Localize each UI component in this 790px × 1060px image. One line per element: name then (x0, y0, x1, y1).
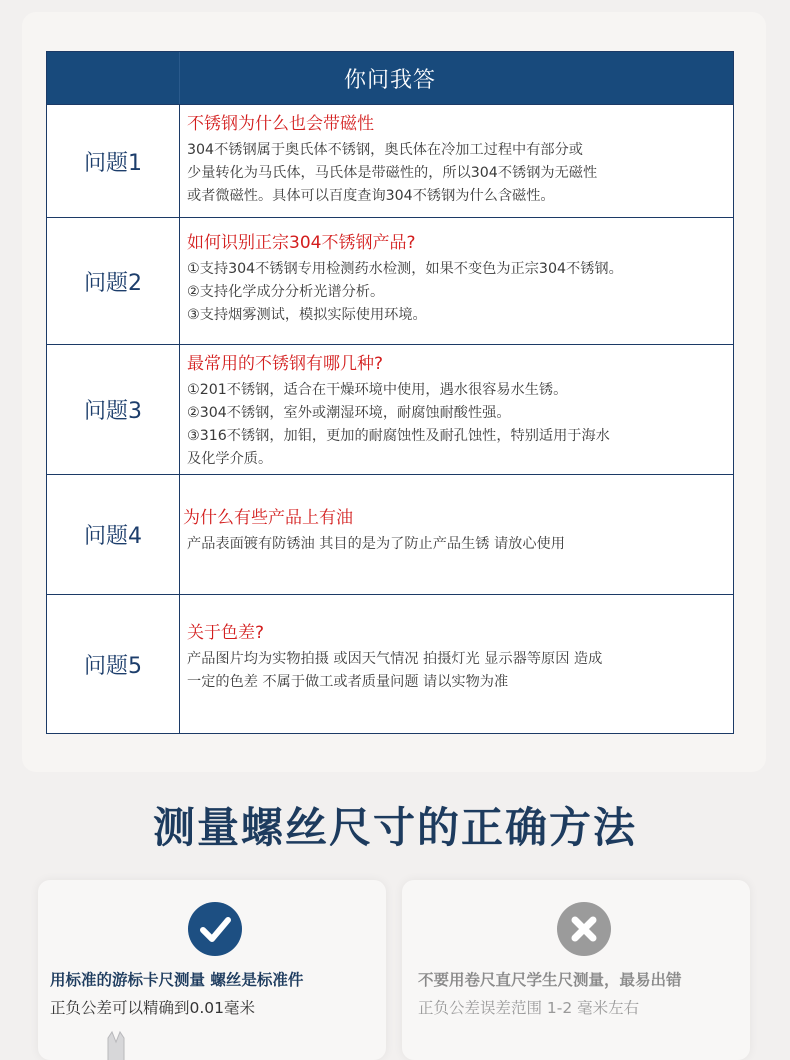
caliper-icon (104, 1030, 128, 1060)
faq-row-label: 问题4 (47, 475, 180, 594)
answer-line: 304不锈钢属于奥氏体不锈钢，奥氏体在冷加工过程中有部分或 (187, 142, 583, 158)
wrong-method-subtitle: 正负公差误差范围 1-2 毫米左右 (418, 999, 640, 1017)
answer-line: 一定的色差 不属于做工或者质量问题 请以实物为准 (187, 674, 509, 690)
faq-answer (187, 648, 725, 694)
faq-question: 为什么有些产品上有油 (183, 508, 353, 528)
answer-line: ③支持烟雾测试，模拟实际使用环境。 (187, 307, 427, 323)
check-circle-icon (188, 902, 242, 956)
faq-answer (183, 533, 725, 556)
correct-method-subtitle: 正负公差可以精确到0.01毫米 (50, 999, 256, 1017)
faq-question: 如何识别正宗304不锈钢产品? (187, 233, 416, 253)
wrong-method-title: 不要用卷尺直尺学生尺测量，最易出错 (418, 971, 682, 989)
faq-row-2 (47, 218, 733, 345)
faq-question: 关于色差? (187, 623, 265, 643)
faq-answer (187, 139, 725, 208)
answer-line: 及化学介质。 (187, 451, 273, 467)
answer-line: 产品表面镀有防锈油 其目的是为了防止产品生锈 请放心使用 (187, 536, 565, 552)
answer-line: 或者微磁性。具体可以百度查询304不锈钢为什么含磁性。 (187, 188, 555, 204)
faq-row-3 (47, 345, 733, 475)
faq-header-title: 你问我答 (343, 67, 436, 93)
section-title: 测量螺丝尺寸的正确方法 (152, 803, 637, 852)
faq-row-5 (47, 595, 733, 733)
correct-method-panel (38, 880, 386, 1060)
answer-line: ①支持304不锈钢专用检测药水检测，如果不变色为正宗304不锈钢。 (187, 261, 623, 277)
header-divider (179, 52, 180, 104)
answer-line: ③316不锈钢，加钼，更加的耐腐蚀性及耐孔蚀性，特别适用于海水 (187, 428, 610, 444)
faq-row-label: 问题1 (47, 105, 180, 217)
answer-line: 少量转化为马氏体，马氏体是带磁性的，所以304不锈钢为无磁性 (187, 165, 598, 181)
faq-answer (187, 258, 725, 327)
faq-question: 最常用的不锈钢有哪几种? (187, 354, 384, 374)
faq-question: 不锈钢为什么也会带磁性 (187, 114, 374, 134)
answer-line: 产品图片均为实物拍摄 或因天气情况 拍摄灯光 显示器等原因 造成 (187, 651, 603, 667)
wrong-method-panel (402, 880, 750, 1060)
faq-row-label: 问题3 (47, 345, 180, 474)
faq-row-4 (47, 475, 733, 595)
faq-row-label: 问题5 (47, 595, 180, 733)
answer-line: ①201不锈钢，适合在干燥环境中使用，遇水很容易水生锈。 (187, 382, 568, 398)
faq-table (46, 51, 734, 734)
faq-answer (187, 379, 725, 471)
answer-line: ②304不锈钢，室外或潮湿环境，耐腐蚀耐酸性强。 (187, 405, 511, 421)
faq-header (47, 52, 733, 105)
faq-row-label: 问题2 (47, 218, 180, 344)
faq-row-1 (47, 105, 733, 218)
x-circle-icon (557, 902, 611, 956)
correct-method-title: 用标准的游标卡尺测量 螺丝是标准件 (50, 971, 304, 989)
answer-line: ②支持化学成分分析光谱分析。 (187, 284, 385, 300)
